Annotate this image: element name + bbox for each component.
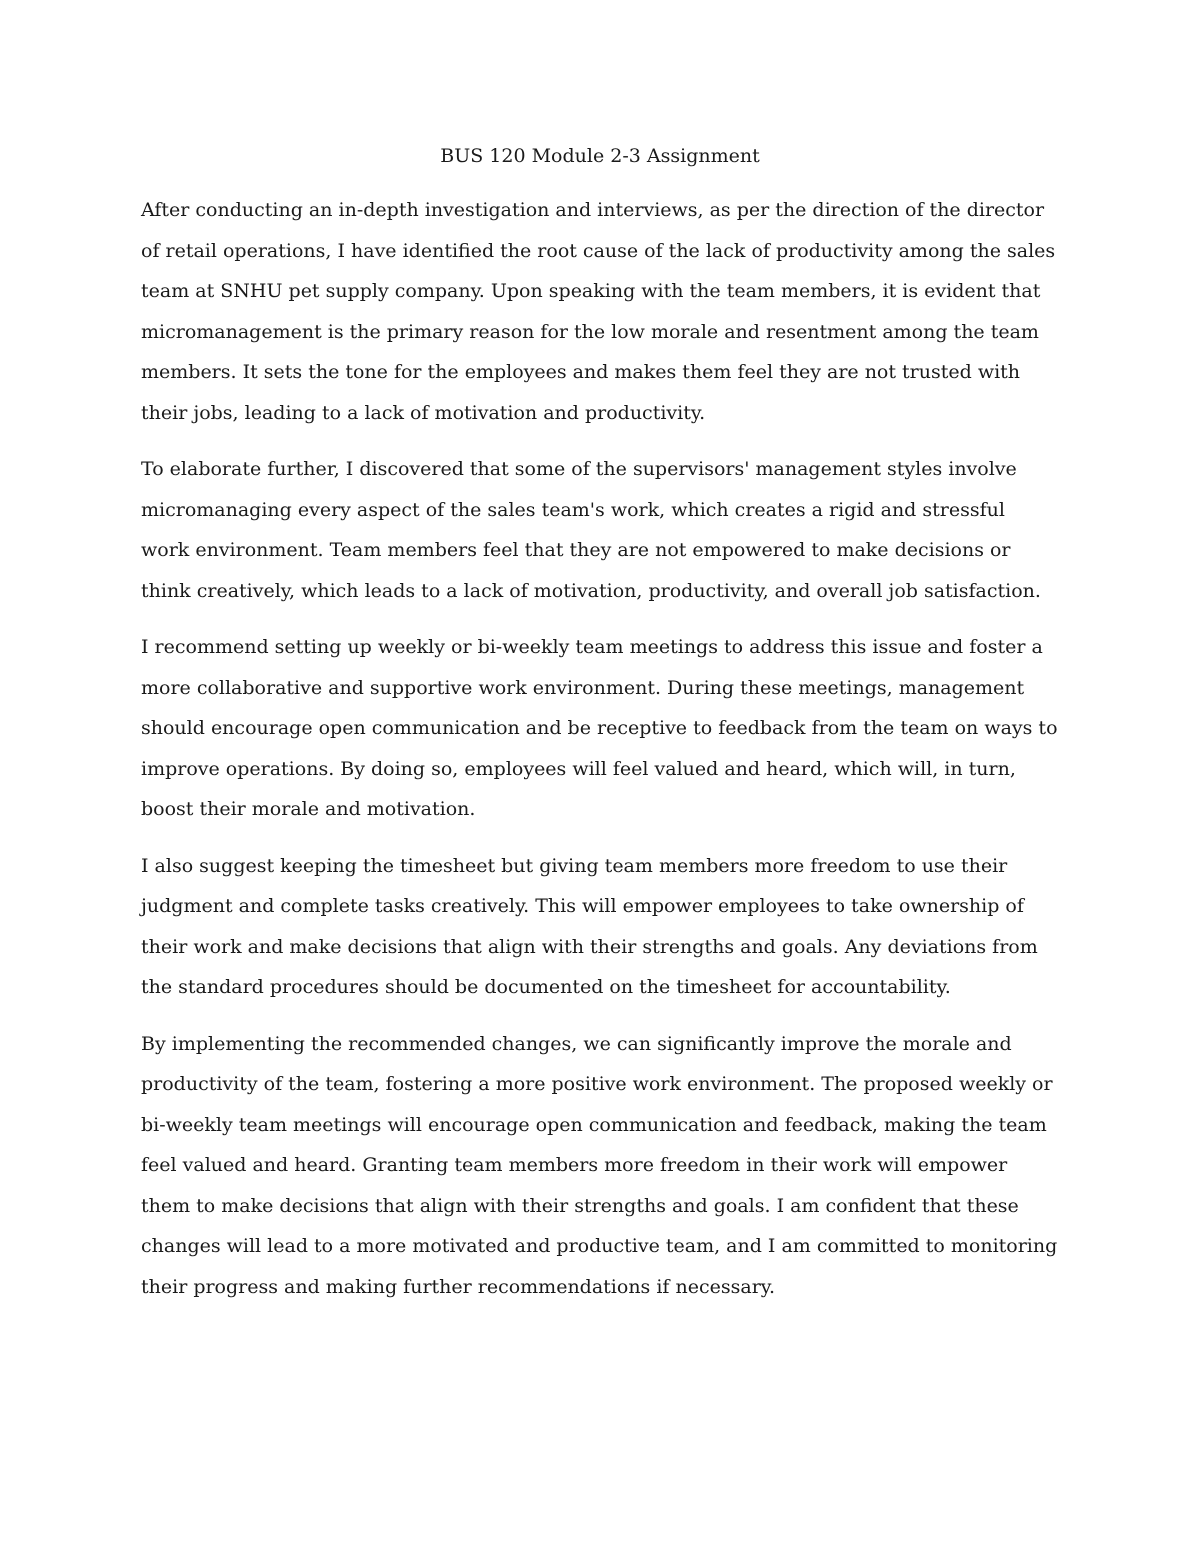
paragraph-root-cause: After conducting an in-depth investigation and interviews, as per the direction of the director of retail operations, I have identified the root cause of the lack of productivity among the sales team at SNHU pet supply company. Upon speaking with the team members, it is evident that micromanagement is the primary reason for the low morale and resentment among the team members. It sets the tone for the employees and makes them feel they are not trusted with their jobs, leading to a lack of motivation and productivity. — [141, 199, 1056, 424]
document-title: BUS 120 Module 2-3 Assignment — [440, 145, 760, 167]
paragraph-team-meetings: I recommend setting up weekly or bi-weekly team meetings to address this issue and foster a more collaborative and supportive work environment. During these meetings, management should encourage open communication and be receptive to feedback from the team on ways to improve operations. By doing so, employees will feel valued and heard, which will, in turn, boost their morale and motivation. — [141, 636, 1058, 820]
paragraph-conclusion: By implementing the recommended changes, we can significantly improve the morale and productivity of the team, fostering a more positive work environment. The proposed weekly or bi-weekly team meetings will encourage open communication and feedback, making the team feel valued and heard. Granting team members more freedom in their work will empower them to make decisions that align with their strengths and goals. I am confident that these changes will lead to a more motivated and productive team, and I am committed to monitoring their progress and making further recommendations if necessary. — [141, 1032, 1058, 1298]
document-body — [141, 138, 1059, 1307]
paragraph-elaboration: To elaborate further, I discovered that some of the supervisors' management styles involve micromanaging every aspect of the sales team's work, which creates a rigid and stressful work environment. Team members feel that they are not empowered to make decisions or think creatively, which leads to a lack of motivation, productivity, and overall job satisfaction. — [141, 458, 1041, 602]
paragraph-timesheet: I also suggest keeping the timesheet but giving team members more freedom to use their judgment and complete tasks creatively. This will empower employees to take ownership of their work and make decisions that align with their strengths and goals. Any deviations from the standard procedures should be documented on the timesheet for accountability. — [141, 854, 1038, 998]
